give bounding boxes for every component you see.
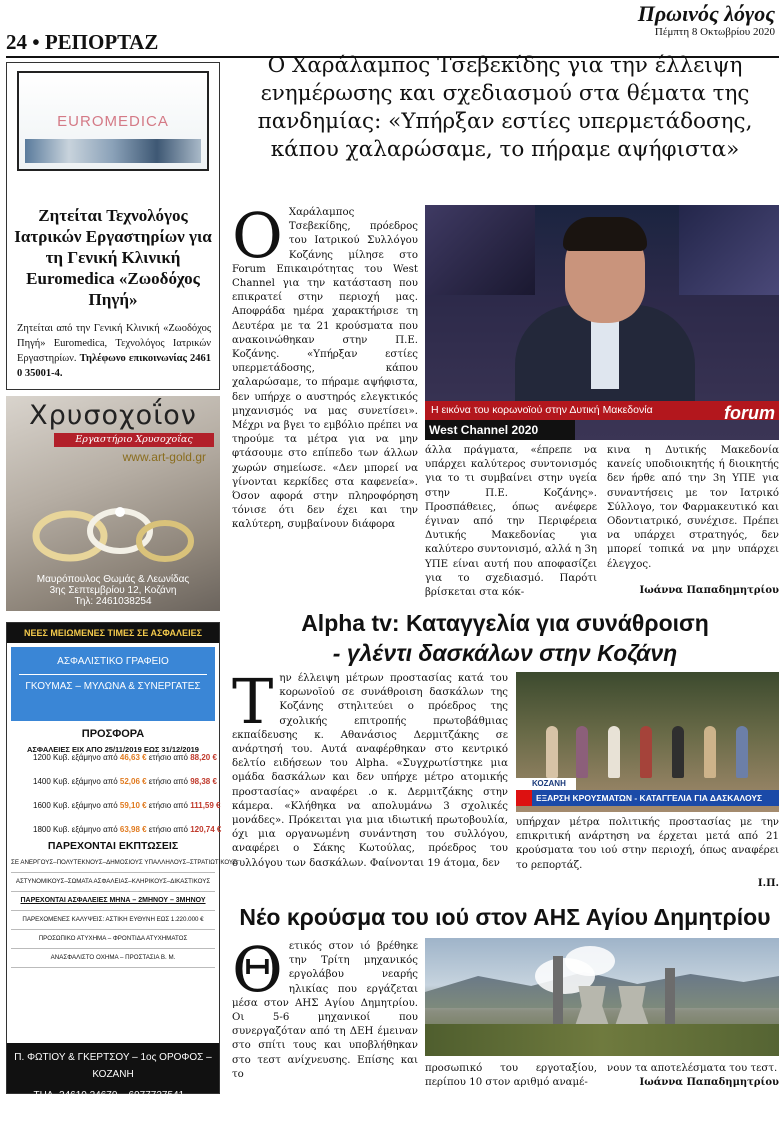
offer-title: ΠΡΟΣΦΟΡΑ <box>81 728 145 740</box>
speaker-hair <box>563 217 647 251</box>
studio-bg-left <box>425 205 535 295</box>
article3-dropcap: Θ <box>232 933 283 1006</box>
chrysochoion-street: 3ης Σεπτεμβρίου 12, Κοζάνη <box>49 585 177 596</box>
price-six-month: 63,98 € <box>119 825 147 834</box>
dancer <box>546 726 558 778</box>
price-yearly: 88,20 € <box>190 753 217 762</box>
forum-logo: forum <box>724 403 775 423</box>
article1-author: Ιωάννα Παπαδημητρίου <box>639 584 779 596</box>
article1-col2: άλλα πράγματα, «έπρεπε να υπάρχει καλύτερος συντονισμός για το τι συμβαίνει στην υγεία στην Π.Ε. Κοζάνης». Προσπάθειες, όπως ανέφερε έγιναν από την Περιφέρεια Δυτικής Μακεδονίας για καλύτερο συντονισμό, αλλά η 3η ΥΠΕ είναι αυτή που αποφασίζει για το σχεδιασμό. Παρότι βρίσκεται στα κόκ- <box>425 445 597 599</box>
studio-bg-right <box>679 205 779 295</box>
clinic-photo-strip <box>25 139 201 163</box>
discount-line: ΠΑΡΕΧΟΜΕΝΕΣ ΚΑΛΥΨΕΙΣ: ΑΣΤΙΚΗ ΕΥΘΥΝΗ ΕΩΣ 1.220.000 € <box>11 911 215 930</box>
alpha-logo-mark <box>516 790 532 806</box>
article2-title-a: Alpha tv: Καταγγελία για συνάθροιση <box>301 610 709 636</box>
insurance-phones: ΤΗΛ. 24610 24670 – 6977727541 – 6973285608 <box>33 1090 193 1118</box>
price-six-month: 59,10 € <box>119 801 147 810</box>
article3-col1 <box>232 933 418 1082</box>
location-tag: ΚΟΖΑΝΗ <box>516 778 576 790</box>
tv-caption: Η εικόνα του κορωνοϊού στην Δυτική Μακεδονία <box>425 401 779 420</box>
price-mid: ετήσιο από <box>148 753 188 762</box>
price-cc: 1600 Κυβ. εξάμηνο από <box>33 801 118 810</box>
price-mid: ετήσιο από <box>148 801 188 810</box>
price-yearly: 98,38 € <box>190 777 217 786</box>
euromedica-logo <box>17 71 209 171</box>
article3-col1-text: ετικός στον ιό βρέθηκε την Τρίτη μηχανικός εργολάβου νεαρής ηλικίας που εργάζεται μέσα στον ΑΗΣ Αγίου Δημητρίου. Οι 5-6 μηχανικοί που συνεργαζόταν από τη ΔΕΗ έμειναν στο σπίτι τους και υποβλήθηκαν στο τεστ ανίχνευσης. Επίσης και το <box>232 941 418 1080</box>
price-cc: 1200 Κυβ. εξάμηνο από <box>33 753 118 762</box>
steam-cloud <box>565 946 615 976</box>
dancer <box>640 726 652 778</box>
article3-title: Νέο κρούσμα του ιού στον ΑΗΣ Αγίου Δημητρίου <box>239 904 771 930</box>
euromedica-headline: Ζητείται Τεχνολόγος Ιατρικών Εργαστηρίων για τη Γενική Κλινική Euromedica «Ζωοδόχος Πηγή» <box>14 206 212 309</box>
teachers-gathering-photo <box>516 672 779 812</box>
offer-period: ΑΣΦΑΛΕΙΕΣ ΕΙΧ ΑΠΟ 25/11/2019 ΕΩΣ 31/12/2019 <box>27 745 199 754</box>
news-ticker: ΕΞΑΡΣΗ ΚΡΟΥΣΜΑΤΩΝ - ΚΑΤΑΓΓΕΛΙΑ ΓΙΑ ΔΑΣΚΑΛΟΥΣ <box>516 790 779 806</box>
price-row <box>33 825 221 834</box>
insurance-email: e-mail : gss_asfaleies@yahoo.gr <box>40 1128 186 1139</box>
euromedica-contact: Τηλέφωνο επικοινωνίας 2461 0 35001-4. <box>17 353 211 379</box>
chrysochoion-address <box>6 574 220 607</box>
article1-col3 <box>607 444 779 598</box>
price-mid: ετήσιο από <box>148 825 188 834</box>
chimney <box>665 968 675 1026</box>
article2-col2 <box>516 816 779 891</box>
tv-channel: West Channel 2020 <box>425 420 575 440</box>
insurance-office-box <box>11 647 215 721</box>
article2-author: Ι.Π. <box>757 877 779 889</box>
euromedica-ad <box>6 62 220 390</box>
chrysochoion-title: Χρυσοχοΐον <box>29 400 197 431</box>
dancer <box>576 726 588 778</box>
price-cc: 1400 Κυβ. εξάμηνο από <box>33 777 118 786</box>
paper-name: Πρωινός λόγος <box>637 1 775 26</box>
insurance-separator <box>19 674 207 675</box>
price-mid: ετήσιο από <box>148 777 188 786</box>
discount-line: ΠΡΟΣΩΠΙΚΟ ΑΤΥΧΗΜΑ – ΦΡΟΝΤΙΔΑ ΑΤΥΧΗΜΑΤΟΣ <box>11 930 215 949</box>
discounts-title: ΠΑΡΕΧΟΝΤΑΙ ΕΚΠΤΩΣΕΙΣ <box>47 840 179 852</box>
section-label: 24 • ΡΕΠΟΡΤΑΖ <box>6 30 159 54</box>
insurance-banner: ΝΕΕΣ ΜΕΙΩΜΕΝΕΣ ΤΙΜΕΣ ΣΕ ΑΣΦΑΛΕΙΕΣ <box>7 623 219 643</box>
article1-col3-text: κινα η Δυτικής Μακεδονία κανείς υποδιοικητής ή διοικητής δεν ήρθε από την 3η ΥΠΕ για συναντήσεις με τον Ιατρικό Σύλλογο, τον Φαρμακευτικό και Οδοντιατρικό, συνέχισε. Πρέπει να υπάρχει στρατηγός, δεν μπορεί τοπικά να μην υπάρχει έλεγχος. <box>607 445 779 570</box>
insurance-address: Π. ΦΩΤΙΟΥ & ΓΚΕΡΤΣΟΥ – 1ος ΟΡΟΦΟΣ – ΚΟΖΑΝΗ <box>14 1052 212 1080</box>
price-row <box>33 801 221 810</box>
rings-image <box>20 486 200 576</box>
article2-title-b: - γλέντι δασκάλων στην Κοζάνη <box>332 640 678 666</box>
discount-line: ΑΝΑΣΦΑΛΙΣΤΟ ΟΧΗΜΑ – ΠΡΟΣΤΑΣΙΑ Β. Μ. <box>11 949 215 968</box>
article2-col1 <box>232 665 508 871</box>
discount-line: ΣΕ ΑΝΕΡΓΟΥΣ–ΠΟΛΥΤΕΚΝΟΥΣ–ΔΗΜΟΣΙΟΥΣ ΥΠΑΛΛΗΛΟΥΣ–ΣΤΡΑΤΙΩΤΙΚΟΥΣ <box>11 854 215 873</box>
discount-line: ΠΑΡΕΧΟΝΤΑΙ ΑΣΦΑΛΕΙΕΣ ΜΗΝΑ – 2ΜΗΝΟΥ – 3ΜΗΝΟΥ <box>11 892 215 911</box>
dancer <box>736 726 748 778</box>
ground <box>425 1024 779 1056</box>
insurance-ad <box>6 622 237 1139</box>
dancer <box>608 726 620 778</box>
dancer <box>672 726 684 778</box>
price-six-month: 52,06 € <box>119 777 147 786</box>
euromedica-body <box>17 321 211 381</box>
article1-title: Ο Χαράλαμπος Τσεβεκίδης για την έλλειψη ενημέρωσης και σχεδιασμού στα θέματα της πανδημίας: «Υπήρξαν εστίες υπερμετάδοσης, κάπου χαλαρώσαμε, το πήραμε αψήφιστα» <box>257 53 753 162</box>
chimney <box>553 956 563 1026</box>
discount-line: ΑΣΤΥΝΟΜΙΚΟΥΣ–ΣΩΜΑΤΑ ΑΣΦΑΛΕΙΑΣ–ΚΛΗΡΙΚΟΥΣ–ΔΙΚΑΣΤΙΚΟΥΣ <box>11 873 215 892</box>
price-yearly: 120,74 € <box>190 825 222 834</box>
power-plant-photo <box>425 938 779 1056</box>
dancer <box>704 726 716 778</box>
article1-dropcap: Ο <box>232 199 283 272</box>
chrysochoion-owners: Μαυρόπουλος Θωμάς & Λεωνίδας <box>36 574 190 585</box>
article2-title <box>232 608 778 668</box>
article2-dropcap: Τ <box>232 665 274 738</box>
insurance-names: ΓΚΟΥΜΑΣ – ΜΥΛΩΝΑ & ΣΥΝΕΡΓΑΤΕΣ <box>25 681 201 692</box>
article1-col1 <box>232 199 418 533</box>
article3-col3 <box>607 1062 779 1090</box>
price-row <box>33 777 217 786</box>
article3-col3-text: νουν τα αποτελέσματα του τεστ. <box>607 1063 778 1074</box>
insurance-discounts <box>11 838 237 968</box>
price-yearly: 111,59 € <box>190 801 221 810</box>
article3-col2: προσωπικό του εργοταξίου, περίπου 10 στον αριθμό αναμέ- <box>425 1063 597 1089</box>
euromedica-brand: EUROMEDICA <box>57 113 169 130</box>
article3-author: Ιωάννα Παπαδημητρίου <box>639 1077 779 1089</box>
euromedica-text: Ζητείται από την Γενική Κλινική «Ζωοδόχος Πηγή» Euromedica, Τεχνολόγος Ιατρικών Εργαστηρίων. <box>17 323 211 364</box>
chrysochoion-url: www.art-gold.gr <box>122 450 206 464</box>
issue-date: Πέμπτη 8 Οκτωβρίου 2020 <box>654 26 775 38</box>
price-cc: 1800 Κυβ. εξάμηνο από <box>33 825 118 834</box>
insurance-office: ΑΣΦΑΛΙΣΤΙΚΟ ΓΡΑΦΕΙΟ <box>57 656 169 667</box>
tsevekidis-photo <box>425 205 779 440</box>
masthead <box>560 2 775 38</box>
article1-col1-text: Χαράλαμπος Τσεβεκίδης, πρόεδρος του Ιατρικού Συλλόγου Κοζάνης μίλησε στο Forum Επικαιρότητας του West Channel για την κατάσταση που επικρατεί στην περιοχή μας. Αποφράδα ημέρα χαρακτήρισε τη Δευτέρα με τα 21 κρούσματα που ανακοινώθηκαν στην Π.Ε. Κοζάνης. «Υπήρξαν εστίες υπερμετάδοσης, κάπου χαλαρώσαμε, το πήραμε αψήφιστα, δεν υπήρχε ο αυστηρός ελεγκτικός μηχανισμός να μας συνετίσει». Μέχρι να βγει το εμβόλιο πρέπει να τηρούμε τα μέτρα για να μην φτάσουμε στο επίπεδο των άλλων χωρών σημείωσε. «Δεν μπορεί να γίνονται κερκίδες στα καφενεία». Όσον αφορά στην πληροφόρηση τόνισε ότι δεν έχει και την καλύτερη, συμβαίνουν διάφορα <box>232 207 418 531</box>
chrysochoion-ad <box>6 396 220 611</box>
article2-col1-text: ην έλλειψη μέτρων προστασίας κατά του κορωνοϊού σε συνάθροιση δασκάλων της Κοζάνης στηλιτεύει ο πρόεδρος της σχολικής επιτροπής πρωτοβάθμιας εκπαίδευσης κ. Αθανάσιος Δερμιτζάκης σε ανάρτησή του. Αυτά αναφέρθηκαν στο κεντρικό δελτίο ειδήσεων του Alpha. «Συγχρωτίστηκε μια ομάδα δασκάλων και δεν υπήρχε μέτρο ατομικής προστασίας» αναφέρει .ο κ. Δερμιτζάκης στην κάμερα. «Κλήθηκα να απολυμάνω 3 σχολικές μονάδες». Πρόκειται για μια ιδιωτική πρωτοβουλία, όχι μια οργανωμένη συνάντηση του συλλόγου, αναφέρει ο Σάκης Κωτούλας, πρόεδρος του συλλόγου των δασκάλων. Φαίνονται 19 άτομα, δεν <box>232 673 508 869</box>
price-six-month: 46,63 € <box>119 753 147 762</box>
chrysochoion-phone: Τηλ: 2461038254 <box>74 596 152 607</box>
chrysochoion-subtitle: Εργαστήριο Χρυσοχοΐας <box>54 433 214 447</box>
article2-col2-text: υπήρχαν μέτρα πολιτικής προστασίας με την επικριτική ανάρτηση να έρχεται μετά από 21 κρούσματα του ιού στην περιοχή, όπως αναφέρει το ρεπορτάζ. <box>516 817 779 871</box>
price-row <box>33 753 217 762</box>
insurance-contact <box>7 1043 219 1139</box>
